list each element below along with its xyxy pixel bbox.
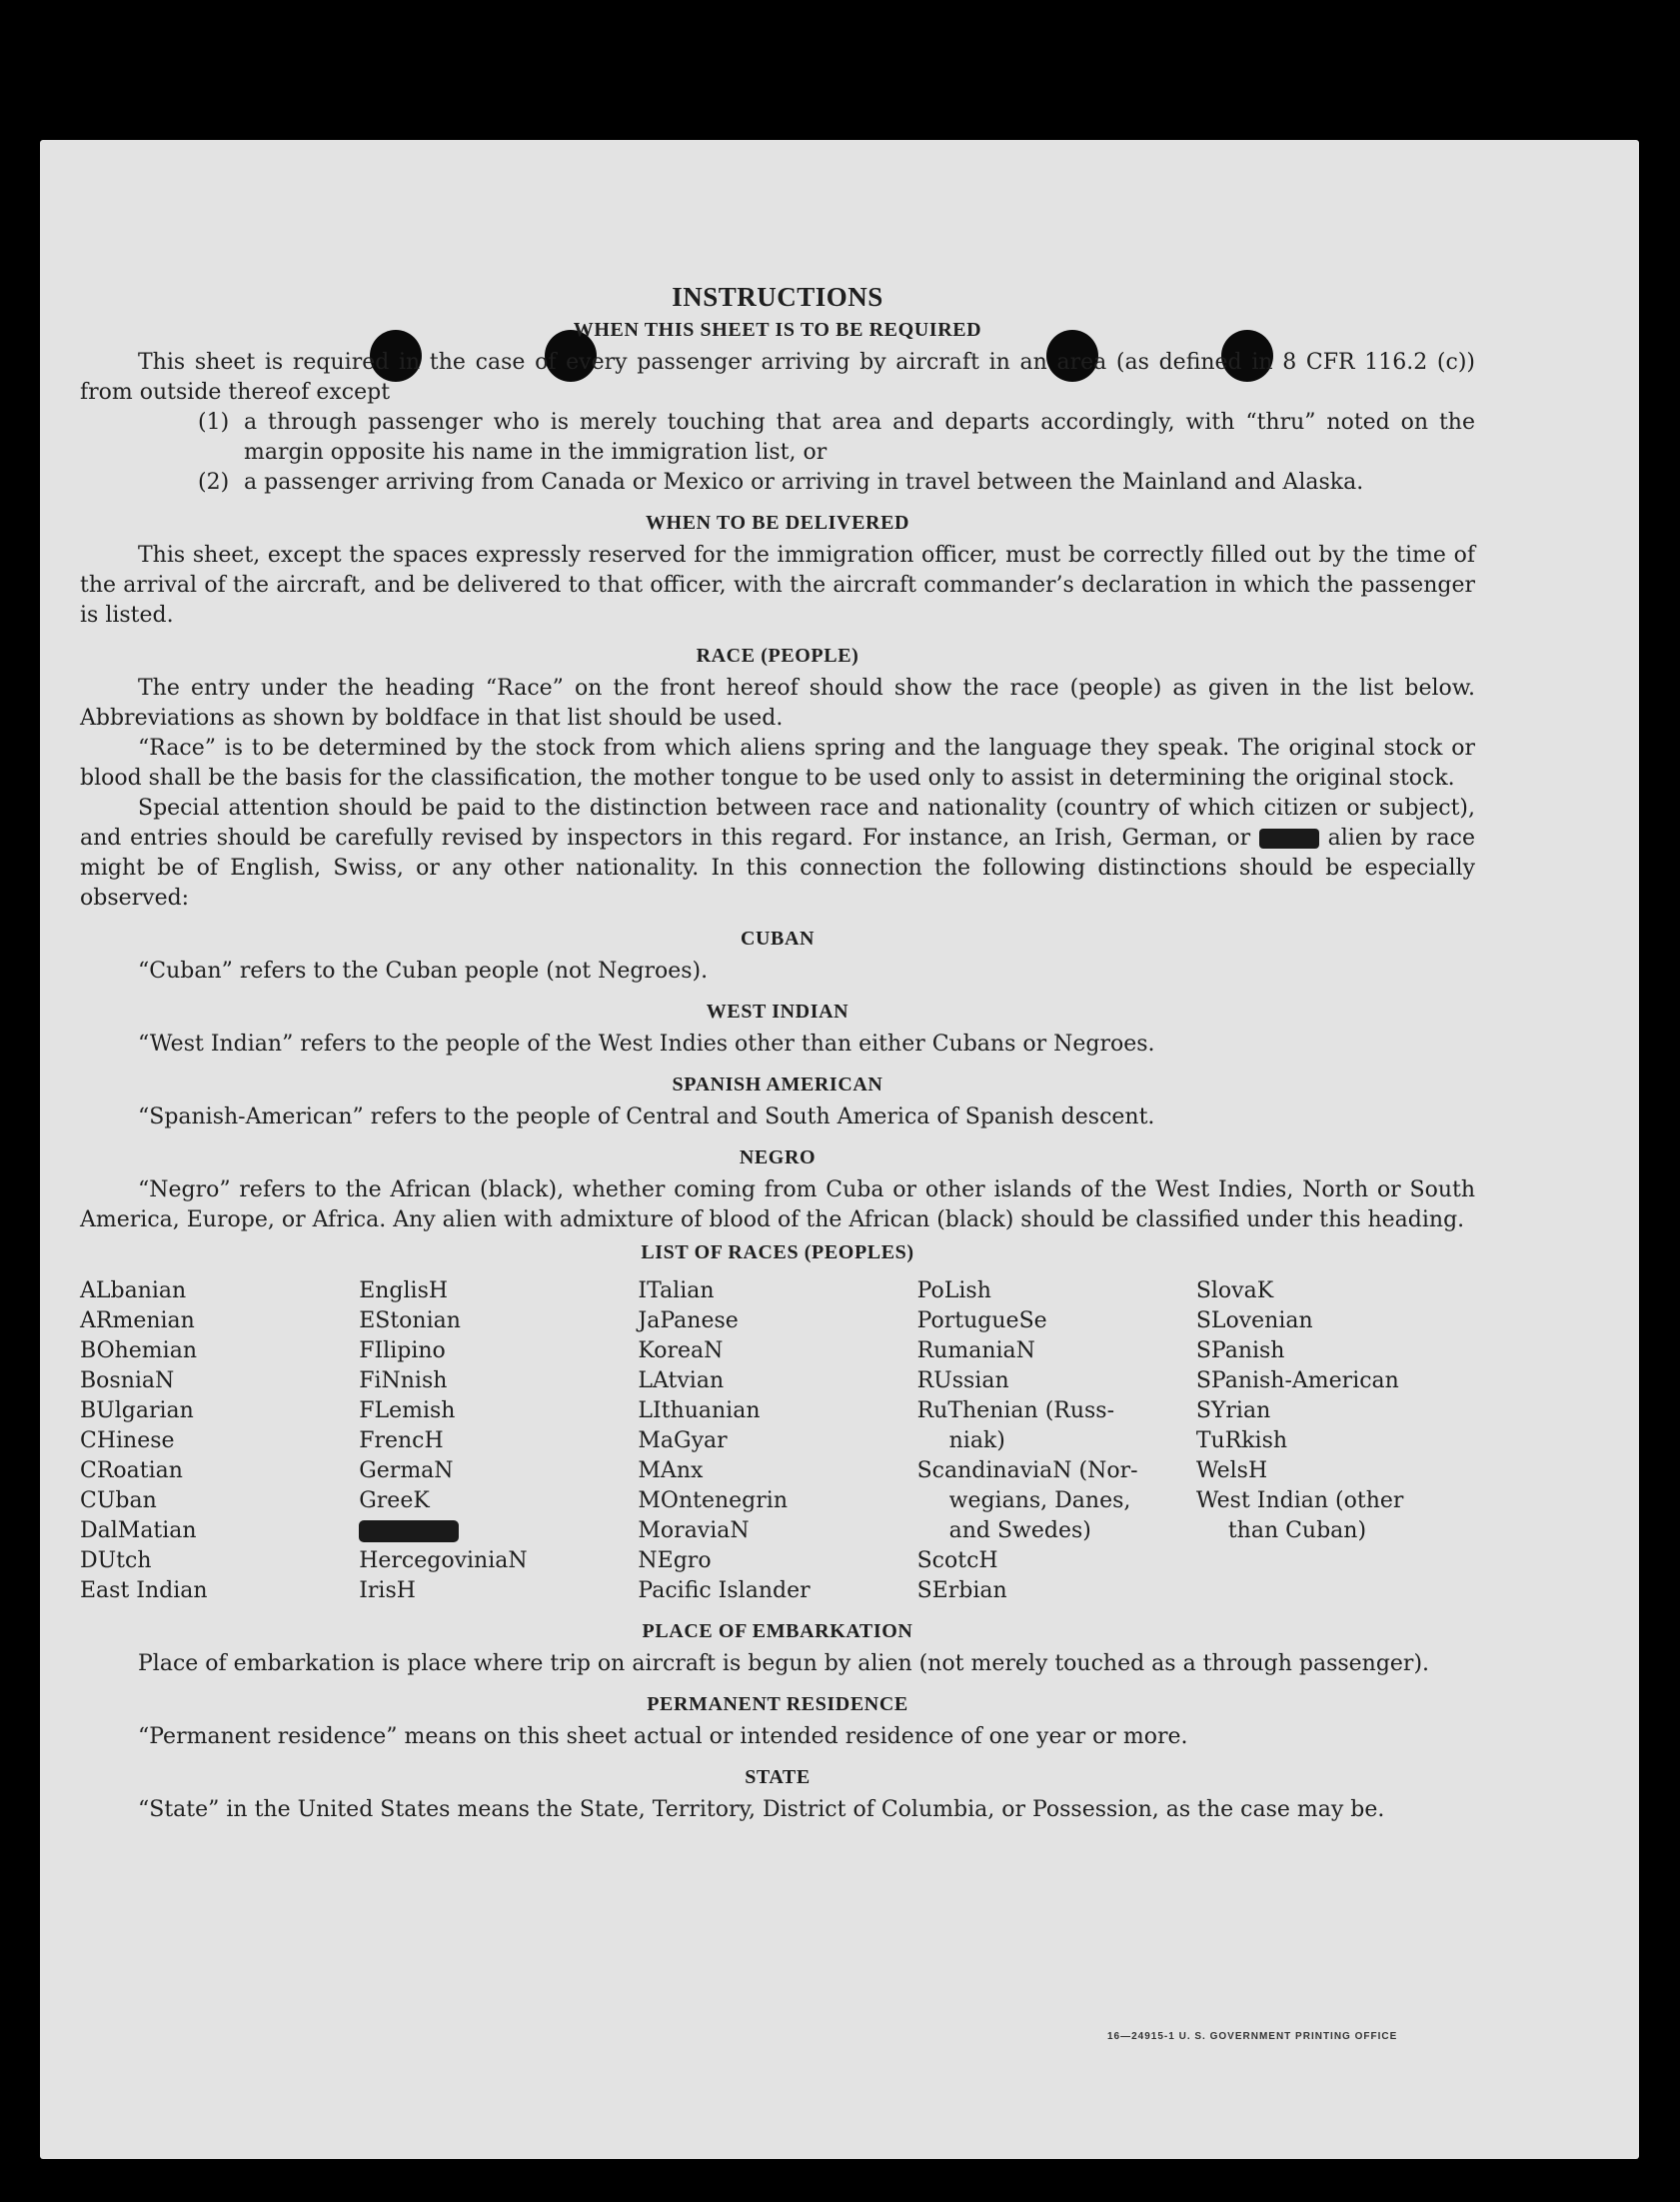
race-item: ScandinaviaN (Nor- — [916, 1458, 1138, 1483]
race-item: RUssian — [916, 1368, 1009, 1393]
race-item: CHinese — [80, 1428, 175, 1453]
paragraph: This sheet is required in the case of every passenger arriving by aircraft in an area (as defined in 8 CFR 116.2 (c)) from outside thereof except — [80, 350, 1475, 405]
list-item: (2) a passenger arriving from Canada or Mexico or arriving in travel between the Mainland and Alaska. — [198, 470, 1364, 495]
race-item: ScotcH — [916, 1548, 998, 1573]
race-item: MOntenegrin — [638, 1488, 788, 1513]
race-item: MAnx — [638, 1458, 704, 1483]
paragraph: Special attention should be paid to the distinction between race and nationality (country of which citizen or subject), and entries should be carefully revised by inspectors in this regard. For instance, an Irish, German, or alien by race might be of English, Swiss, or any other nationality. In this connection the following distinctions should be especially observed: — [80, 796, 1475, 911]
race-item: MaGyar — [638, 1428, 728, 1453]
race-item: DUtch — [80, 1548, 152, 1573]
race-item: BUlgarian — [80, 1398, 194, 1423]
race-item: SYrian — [1195, 1398, 1271, 1423]
race-item: CRoatian — [80, 1458, 183, 1483]
race-item: GreeK — [359, 1488, 430, 1513]
race-item: LAtvian — [638, 1368, 725, 1393]
race-item: FLemish — [359, 1398, 456, 1423]
redacted-race-item — [359, 1516, 638, 1546]
race-column — [1196, 1276, 1475, 1606]
page-title: INSTRUCTIONS — [672, 282, 883, 312]
race-item: FIlipino — [359, 1338, 446, 1363]
section-heading: PLACE OF EMBARKATION — [642, 1620, 913, 1642]
race-column — [359, 1276, 638, 1606]
race-item: LIthuanian — [638, 1398, 761, 1423]
instructions-body — [80, 282, 1475, 1825]
race-item: PoLish — [916, 1278, 991, 1303]
race-item: IrisH — [359, 1578, 416, 1603]
race-item: SLovenian — [1195, 1308, 1313, 1333]
race-item: JaPanese — [638, 1308, 739, 1333]
paragraph: The entry under the heading “Race” on the front hereof should show the race (people) as given in the list below. Abbreviations as shown by boldface in that list should be used. — [80, 676, 1475, 731]
race-item: MoraviaN — [638, 1518, 750, 1543]
race-item-continued: niak) — [948, 1428, 1005, 1453]
section-heading: SPANISH AMERICAN — [672, 1074, 883, 1096]
paragraph: “Cuban” refers to the Cuban people (not Negroes). — [138, 959, 709, 984]
redaction-mark — [359, 1520, 459, 1542]
race-item: NEgro — [638, 1548, 712, 1573]
race-item: WelsH — [1195, 1458, 1268, 1483]
race-item-continued: than Cuban) — [1227, 1518, 1367, 1543]
paragraph: “Spanish-American” refers to the people of Central and South America of Spanish descent. — [138, 1104, 1155, 1129]
section-heading: STATE — [745, 1766, 811, 1788]
race-item: DalMatian — [80, 1518, 197, 1543]
race-item: SPanish — [1195, 1338, 1285, 1363]
section-heading: NEGRO — [739, 1146, 817, 1168]
section-heading: WEST INDIAN — [706, 1001, 849, 1023]
race-item-continued: wegians, Danes, — [948, 1488, 1131, 1513]
race-item: ARmenian — [80, 1308, 195, 1333]
section-heading: LIST OF RACES (PEOPLES) — [641, 1241, 914, 1263]
race-item: ALbanian — [80, 1278, 187, 1303]
paragraph: “Race” is to be determined by the stock from which aliens spring and the language they speak. The original stock or blood shall be the basis for the classification, the mother tongue to be used only to assist in determining the original stock. — [80, 736, 1475, 791]
section-heading: WHEN THIS SHEET IS TO BE REQUIRED — [573, 319, 982, 341]
race-list — [80, 1276, 1475, 1606]
print-footer: 16—24915-1 U. S. GOVERNMENT PRINTING OFFICE — [1107, 2031, 1398, 2042]
section-heading: WHEN TO BE DELIVERED — [645, 512, 910, 534]
section-heading: CUBAN — [740, 928, 816, 950]
race-item: West Indian (other — [1195, 1488, 1404, 1513]
race-item: ITalian — [638, 1278, 715, 1303]
race-item: GermaN — [359, 1458, 454, 1483]
race-item: RumaniaN — [916, 1338, 1035, 1363]
section-heading: RACE (PEOPLE) — [696, 645, 859, 667]
race-item: SErbian — [916, 1578, 1007, 1603]
race-item: SPanish-American — [1195, 1368, 1399, 1393]
race-item: BOhemian — [80, 1338, 197, 1363]
race-item: EStonian — [359, 1308, 461, 1333]
paragraph: This sheet, except the spaces expressly reserved for the immigration officer, must be correctly filled out by the time of the arrival of the aircraft, and be delivered to that officer, with the aircraft commander’s declaration in which the passenger is listed. — [80, 543, 1475, 628]
race-item: EnglisH — [359, 1278, 449, 1303]
race-item: RuThenian (Russ- — [916, 1398, 1115, 1423]
race-item: TuRkish — [1195, 1428, 1288, 1453]
race-item-continued: and Swedes) — [948, 1518, 1091, 1543]
race-item: PortugueSe — [916, 1308, 1047, 1333]
paragraph: Place of embarkation is place where trip on aircraft is begun by alien (not merely touched as a through passenger). — [138, 1651, 1430, 1676]
race-item: HercegoviniaN — [359, 1548, 528, 1573]
race-column — [917, 1276, 1196, 1606]
redaction-mark — [1259, 829, 1319, 849]
race-column — [80, 1276, 359, 1606]
race-item: BosniaN — [80, 1368, 175, 1393]
race-item: SlovaK — [1195, 1278, 1274, 1303]
paragraph: “Negro” refers to the African (black), whether coming from Cuba or other islands of the West Indies, North or South America, Europe, or Africa. Any alien with admixture of blood of the African (black) should be classified under this heading. — [80, 1177, 1475, 1232]
race-column — [638, 1276, 916, 1606]
race-item: East Indian — [80, 1578, 208, 1603]
paragraph: “West Indian” refers to the people of the West Indies other than either Cubans or Negroes. — [138, 1032, 1155, 1057]
race-item: FiNnish — [359, 1368, 448, 1393]
race-item: FrencH — [359, 1428, 444, 1453]
paragraph: “Permanent residence” means on this sheet actual or intended residence of one year or more. — [138, 1724, 1188, 1749]
list-item: (1) a through passenger who is merely touching that area and departs accordingly, with “thru” noted on the margin opposite his name in the immigration list, or — [198, 410, 1475, 465]
race-item: KoreaN — [638, 1338, 724, 1363]
race-item: Pacific Islander — [638, 1578, 811, 1603]
section-heading: PERMANENT RESIDENCE — [647, 1693, 908, 1715]
paragraph: “State” in the United States means the State, Territory, District of Columbia, or Possession, as the case may be. — [138, 1797, 1385, 1822]
race-item: CUban — [80, 1488, 157, 1513]
